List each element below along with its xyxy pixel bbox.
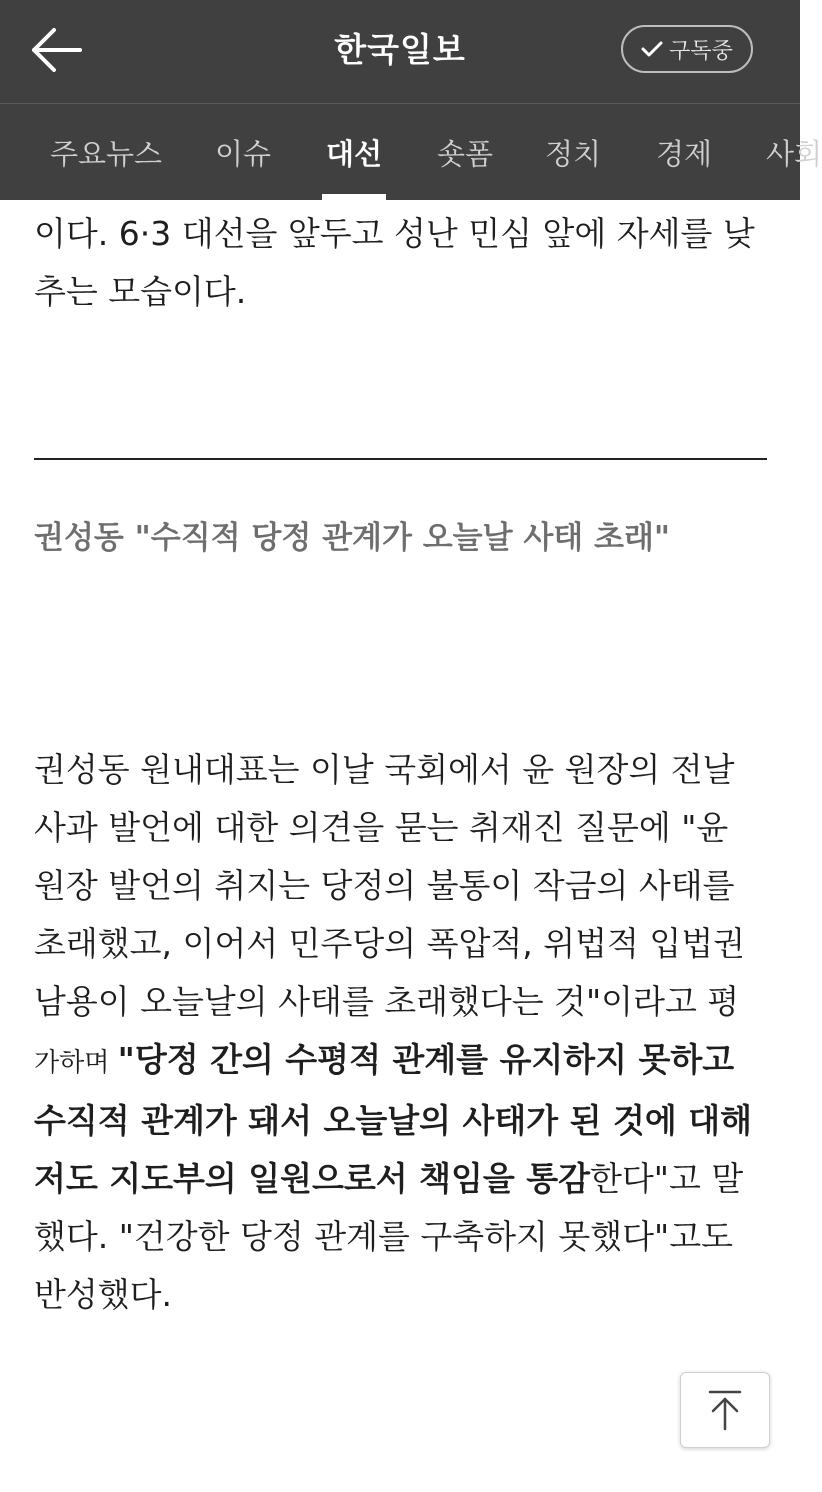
quote-end-text: 한다"고 말	[590, 1159, 744, 1198]
article-paragraph	[34, 741, 764, 1324]
section-divider	[34, 458, 767, 460]
paragraph-line: 추는 모습이다.	[34, 272, 247, 311]
paragraph-line	[34, 1150, 764, 1208]
paragraph-line: 반성했다.	[34, 1275, 173, 1314]
tab-society[interactable]: 사회	[766, 137, 822, 171]
top-header	[0, 0, 800, 103]
subscribe-button[interactable]	[621, 25, 753, 73]
quote-bold-text: 저도 지도부의 일원으로서 책임을 통감	[34, 1159, 591, 1198]
active-tab-indicator	[322, 194, 386, 200]
tab-economy[interactable]: 경제	[656, 137, 713, 171]
quote-bold-line: 수직적 관계가 돼서 오늘날의 사태가 된 것에 대해	[34, 1101, 752, 1140]
paragraph-line: 남용이 오늘날의 사태를 초래했다는 것"이라고 평	[34, 982, 740, 1021]
subscribe-label: 구독중	[669, 38, 733, 64]
article-subheading: 권성동 "수직적 당정 관계가 오늘날 사태 초래"	[34, 520, 671, 556]
paragraph-line: 했다. "건강한 당정 관계를 구축하지 못했다"고도	[34, 1217, 733, 1256]
tab-shortform[interactable]: 숏폼	[437, 137, 494, 171]
tab-issue[interactable]: 이슈	[215, 137, 272, 171]
paragraph-line: 사과 발언에 대한 의견을 묻는 취재진 질문에 "윤	[34, 808, 729, 847]
paragraph-line	[34, 1031, 764, 1092]
quote-bold-text: "당정 간의 수평적 관계를 유지하지 못하고	[117, 1040, 735, 1079]
arrow-up-to-top-icon	[708, 1389, 742, 1431]
scroll-to-top-button[interactable]	[680, 1372, 770, 1448]
tab-politics[interactable]: 정치	[545, 137, 602, 171]
category-tabs	[0, 104, 822, 200]
paragraph-line: 이다. 6·3 대선을 앞두고 성난 민심 앞에 자세를 낮	[34, 214, 755, 253]
tab-main-news[interactable]: 주요뉴스	[50, 137, 163, 171]
tab-election[interactable]: 대선	[326, 137, 383, 171]
check-icon	[641, 40, 663, 58]
paragraph-line: 초래했고, 이어서 민주당의 폭압적, 위법적 입법권	[34, 924, 745, 963]
quote-intro-text: 가하며	[34, 1048, 118, 1078]
article-intro-paragraph	[34, 205, 764, 321]
paragraph-line: 원장 발언의 취지는 당정의 불통이 작금의 사태를	[34, 866, 735, 905]
publisher-title[interactable]: 한국일보	[334, 30, 466, 69]
paragraph-line: 권성동 원내대표는 이날 국회에서 윤 원장의 전날	[34, 750, 735, 789]
